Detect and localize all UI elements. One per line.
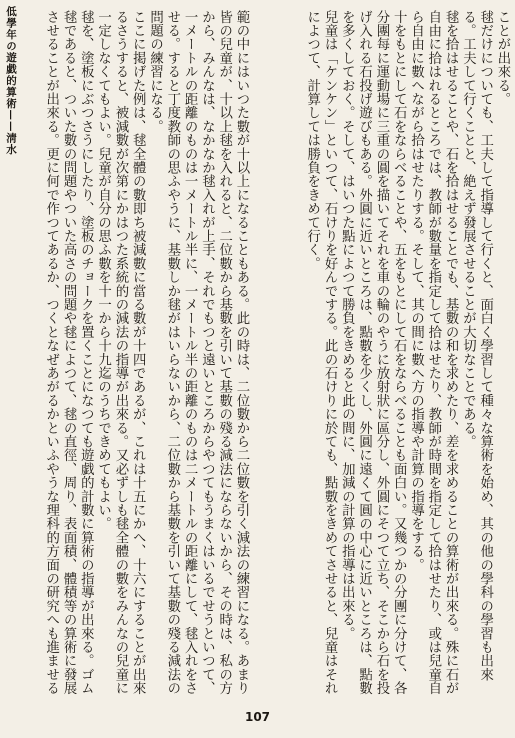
paragraph: 毬を拾はせることや、石を拾はせることでも、基數の和を求めたり、差を求めることの算術が出來る。殊に石が自由に拾はれるところでは、教師が數量を指定して拾はせたり、教師が時間を指定して拾はせたり、或は兒童自ら自由に數へながら拾はせたりする。そして、其の間に數へ方の指導や計算の指導をする。 bbox=[408, 10, 459, 695]
page-number: 107 bbox=[244, 710, 271, 724]
paragraph: 毬だけについても、工夫して指導して行くと、面白く學習して種々な算術を始め、其の他の學科の學習も出來る。工夫して行くことと、絶えず發展させることが大切なことである。 bbox=[460, 10, 493, 682]
text-column-left bbox=[265, 10, 511, 704]
paragraph: 毬を、塗板にぶつさうにしたり、塗板のチョークを置くことになつても遊戯的計數に算術の指導が出來る。ゴム毬であると、ついた數の問題やついた高さの問題や毬によつて、毬の直徑、周り、表面積、體積等の算術に發展させることが出來る。更に何で作つてあるか、つくとなぜあがるかといふやうな理科的方面の研究へも進ませる bbox=[43, 10, 94, 695]
paragraph: 十をもとにして石をならべることや、五をもとにして石をならべることも面白い。又幾つかの分團に分けて、各分團每に運動場に三重の圓を描いてそれを車の輪のやうに放射狀に區分し、外圓にそつて立ち、そこから石を投げ入れる石投げ遊びもある。外圓に近いところは、點數を少くし、外圓に遠くて圓の中心に近いところは、點數を多くしておく。そして、はいつた點によつて勝負をきめると此の間に、加減の計算の指導は出來る。 bbox=[339, 10, 407, 695]
paragraph: 兒童は「ケンケン」といつて、石けりを好んでする。此の石けりに於ても、點數をきめてさせると、兒童はそれによつて、計算しては勝負をきめて行く。 bbox=[304, 10, 338, 695]
text-column-right bbox=[24, 10, 250, 704]
paragraph: 範の中にはいつた數が十以上になることもある。此の時は、二位數から二位數を引く減法の練習になる。あまり皆の兒童が、十以上毬を入れると、二位數から基數を引いて基數の殘る減法にならないから、その時は、私の方から、みんなは、なかなか毬入れが上手、それでもつと遠いところからやつてもうまくはいるでせうといつて、一メートルの距離のものは一メートル半に、一メートル半の距離のものは二メートルの距離にして、毬入れをさせる。すると丁度教師の思ふやうに、基數しか毬がはいらないから、二位數から基數を引いて基數の殘る減法の問題の練習になる。 bbox=[147, 10, 249, 695]
paragraph: ここに掲げた例は、毬全體の數即ち被減數に當る數が十四であるが、これは十五にかへ、十六にすることが出來るさうすると、被減數が次第にかはつた系統的の減法の指導が出來る。又必ずしも毬全體の數をみんなの兒童に一定しなくてもよい。兒童が自分の思ふ數を十一から十九迄のうちできめてもよい。 bbox=[95, 10, 146, 695]
running-header: 低學年の遊戯的算術——淸水 bbox=[5, 6, 17, 156]
paragraph: ことが出來る。 bbox=[495, 10, 510, 106]
